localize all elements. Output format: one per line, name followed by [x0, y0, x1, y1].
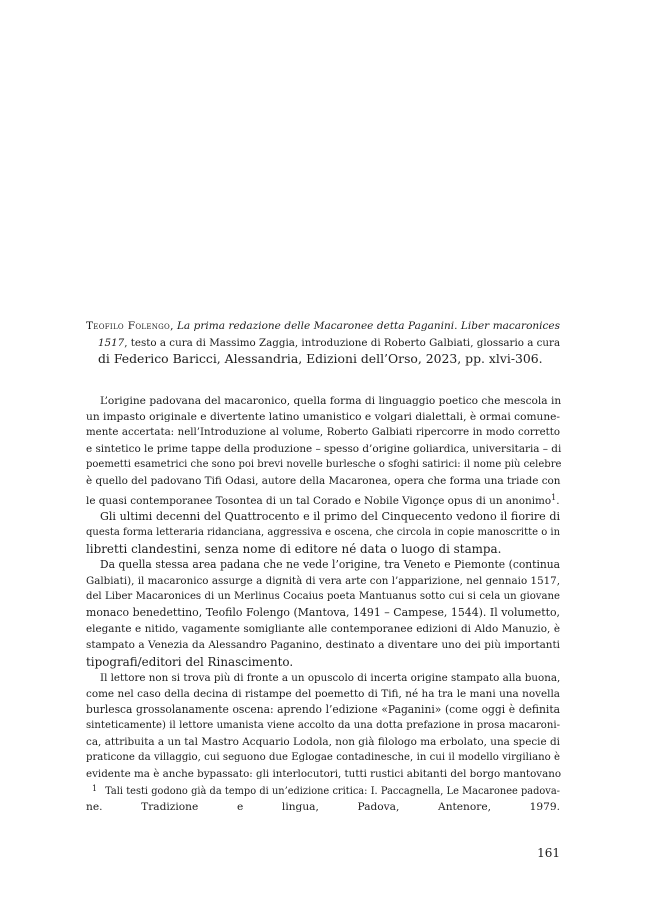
paragraph-1: L’origine padovana del macaronico, quella forma di linguaggio poetico che mescola in un impasto originale e divertente latino umanistico e volgari dialettali, è ormai comune- mente accertata: nell’Introduzione al volume, Roberto Galbiati ripercorre in modo corretto e sintetico le prime tappe della produzione – spesso d’origine goliardica, universitaria – di poemetti esametrici che sono poi brevi novelle burlesche o sfoghi satirici: il nome più celebre è quello del padovano Tifi Odasi, autore della Macaronea, opera che forma una triade con le quasi contemporanee Tosontea di un tal Corado e Nobile Vigonçe opus di un anonimo$^1$.: [86, 395, 562, 507]
body-line: come nel caso della decina di ristampe del poemetto di Tifi, né ha tra le mani una novella: [86, 687, 560, 700]
footnote-line1: Tali testi godono già da tempo di un’edizione critica: I. Paccagnella, Le Macaronee padova-: [105, 786, 560, 797]
body-line: monaco benedettino, Teofilo Folengo (Mantova, 1491 – Campese, 1544). Il volumetto,: [86, 606, 560, 620]
body-line: Il lettore non si trova più di fronte a un opuscolo di incerta origine stampato alla buona,: [100, 671, 561, 684]
body-line: Gli ultimi decenni del Quattrocento e il primo del Cinquecento vedono il fiorire di: [100, 509, 560, 523]
paragraph-4: [86, 670, 560, 783]
body-line: stampato a Venezia da Alessandro Paganino, destinato a diventare uno dei più importanti: [86, 639, 560, 652]
review-details-line2: , testo a cura di Massimo Zaggia, introduzione di Roberto Galbiati, glossario a cura: [124, 336, 561, 349]
footnote-reference[interactable]: 1: [551, 492, 557, 502]
body-line: tipografi/editori del Rinascimento.: [86, 654, 294, 669]
body-line: praticone da villaggio, cui seguono due Eglogae contadinesche, in cui il modello virgiliano è: [86, 752, 560, 764]
paragraph-3: [86, 557, 560, 670]
body-line: burlesca grossolanamente oscena: aprendo l’edizione «Paganini» (come oggi è definita: [86, 702, 560, 716]
body-line: evidente ma è anche bypassato: gli interlocutori, tutti rustici abitanti del borgo mantovano: [86, 768, 562, 781]
body-line: sinteticamente) il lettore umanista viene accolto da una dotta prefazione in prosa macaroni-: [86, 719, 560, 731]
body-line: le quasi contemporanee Tosontea di un tal Corado e Nobile Vigonçe opus di un anonimo: [86, 494, 552, 507]
review-details-line3: di Federico Baricci, Alessandria, Edizioni dell’Orso, 2023, pp. xlvi-306.: [98, 351, 543, 367]
body-line: L’origine padovana del macaronico, quella forma di linguaggio poetico che mescola in: [100, 395, 562, 407]
body-line: ca, attribuita a un tal Mastro Acquario Lodola, non già filologo ma erbolato, una specie di: [86, 735, 560, 748]
body-text: [86, 393, 560, 782]
body-line: è quello del padovano Tifi Odasi, autore della Macaronea, opera che forma una triade con: [86, 475, 561, 488]
review-author: Teofilo Folengo: [86, 320, 171, 332]
body-line: poemetti esametrici che sono poi brevi novelle burlesche o sfoghi satirici: il nome più celebre: [86, 459, 562, 471]
body-line: Da quella stessa area padana che ne vede l’origine, tra Veneto e Piemonte (continua: [100, 557, 560, 571]
body-line: un impasto originale e divertente latino umanistico e volgari dialettali, è ormai comune-: [86, 411, 560, 424]
body-line: questa forma letteraria ridanciana, aggressiva e oscena, che circola in copie manoscritte o in: [86, 526, 561, 538]
footnote-mark: 1: [92, 784, 98, 793]
footnote-line2: ne. Tradizione e lingua, Padova, Antenore, 1979.: [86, 800, 560, 813]
body-line: Galbiati), il macaronico assurge a dignità di vera arte con l’apparizione, nel gennaio 1517,: [86, 575, 560, 588]
review-header: Teofilo Folengo, La prima redazione delle Macaronee detta Paganini. Liber macaronices 1517, testo a cura di Massimo Zaggia, introduzione di Roberto Galbiati, glossario a cura di Federico Baricci, Alessandria, Edizioni dell’Orso, 2023, pp. xlvi-306.: [86, 320, 561, 367]
body-line: mente accertata: nell’Introduzione al volume, Roberto Galbiati ripercorre in modo corretto: [86, 427, 560, 439]
body-line: libretti clandestini, senza nome di editore né data o luogo di stampa.: [86, 541, 502, 556]
footnote: [86, 782, 560, 814]
page-number: 161: [537, 846, 560, 860]
review-title: La prima redazione delle Macaronee detta Paganini. Liber macaronices: [176, 320, 560, 332]
body-line: del Liber Macaronices di un Merlinus Cocaius poeta Mantuanus sotto cui si cela un giovane: [86, 591, 560, 603]
review-year: 1517: [98, 336, 125, 349]
body-line: e sintetico le prime tappe della produzione – spesso d’origine goliardica, universitaria – di: [86, 443, 562, 456]
body-line: elegante e nitido, vagamente somigliante alle contemporanee edizioni di Aldo Manuzio, è: [86, 623, 560, 636]
paragraph-2: [86, 509, 560, 557]
